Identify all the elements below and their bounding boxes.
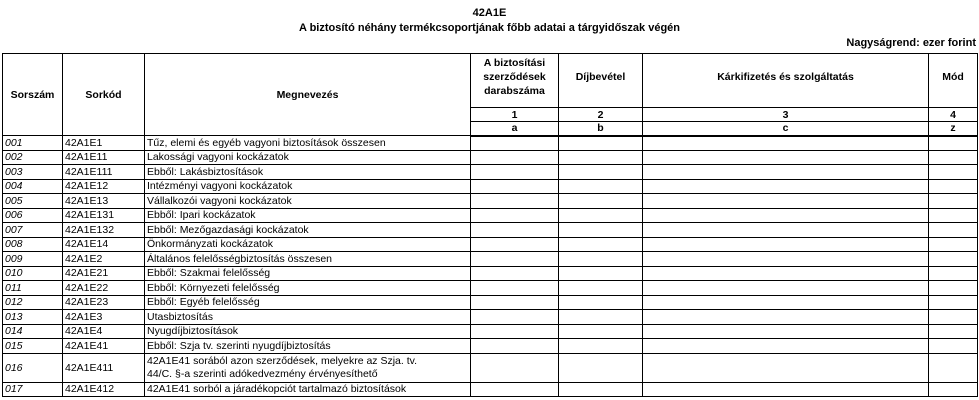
column-letter: a — [471, 122, 559, 136]
contract-count-cell — [471, 208, 559, 223]
row-code: 42A1E131 — [63, 208, 145, 223]
table-row — [3, 179, 978, 194]
row-name: Lakossági vagyoni kockázatok — [145, 150, 471, 165]
table-row — [3, 382, 978, 397]
mode-cell — [929, 266, 978, 281]
column-header-name: Megnevezés — [145, 54, 471, 136]
column-header-row-number: Sorszám — [3, 54, 63, 136]
premium-income-cell — [559, 179, 643, 194]
header-line: szerződések — [483, 71, 546, 83]
row-number: 008 — [3, 237, 63, 252]
premium-income-cell — [559, 310, 643, 325]
table-row — [3, 237, 978, 252]
row-code: 42A1E132 — [63, 223, 145, 238]
table-row — [3, 165, 978, 180]
column-number: 1 — [471, 108, 559, 122]
row-name: Nyugdíjbiztosítások — [145, 324, 471, 339]
row-name — [145, 353, 471, 382]
table-row — [3, 194, 978, 209]
claims-cell — [643, 208, 929, 223]
claims-cell — [643, 281, 929, 296]
form-title: A biztosító néhány termékcsoportjának főbb adatai a tárgyidőszak végén — [298, 22, 681, 34]
row-name: 42A1E41 sorból a járadékopciót tartalmazó biztosítások — [145, 382, 471, 397]
table-row — [3, 266, 978, 281]
mode-cell — [929, 324, 978, 339]
claims-cell — [643, 179, 929, 194]
table-row — [3, 252, 978, 267]
contract-count-cell — [471, 136, 559, 151]
row-code: 42A1E411 — [63, 353, 145, 382]
claims-cell — [643, 353, 929, 382]
row-name: Ebből: Ipari kockázatok — [145, 208, 471, 223]
contract-count-cell — [471, 295, 559, 310]
row-name: Ebből: Mezőgazdasági kockázatok — [145, 223, 471, 238]
mode-cell — [929, 179, 978, 194]
claims-cell — [643, 339, 929, 354]
premium-income-cell — [559, 252, 643, 267]
premium-income-cell — [559, 324, 643, 339]
mode-cell — [929, 223, 978, 238]
premium-income-cell — [559, 339, 643, 354]
mode-cell — [929, 252, 978, 267]
mode-cell — [929, 194, 978, 209]
premium-income-cell — [559, 150, 643, 165]
contract-count-cell — [471, 339, 559, 354]
claims-cell — [643, 150, 929, 165]
claims-cell — [643, 223, 929, 238]
table-row — [3, 353, 978, 382]
row-number: 009 — [3, 252, 63, 267]
premium-income-cell — [559, 223, 643, 238]
claims-cell — [643, 237, 929, 252]
claims-cell — [643, 136, 929, 151]
row-name: Ebből: Szja tv. szerinti nyugdíjbiztosítás — [145, 339, 471, 354]
row-code: 42A1E2 — [63, 252, 145, 267]
contract-count-cell — [471, 310, 559, 325]
row-number: 014 — [3, 324, 63, 339]
row-code: 42A1E3 — [63, 310, 145, 325]
claims-cell — [643, 266, 929, 281]
mode-cell — [929, 165, 978, 180]
contract-count-cell — [471, 324, 559, 339]
row-name-line: 44/C. §-a szerinti adókedvezmény érvényesíthető — [147, 367, 378, 380]
row-number: 005 — [3, 194, 63, 209]
row-name: Tűz, elemi és egyéb vagyoni biztosítások összesen — [145, 136, 471, 151]
premium-income-cell — [559, 237, 643, 252]
row-number: 017 — [3, 382, 63, 397]
row-code: 42A1E1 — [63, 136, 145, 151]
column-number: 3 — [643, 108, 929, 122]
claims-cell — [643, 194, 929, 209]
row-code: 42A1E22 — [63, 281, 145, 296]
row-number: 006 — [3, 208, 63, 223]
column-number: 2 — [559, 108, 643, 122]
row-code: 42A1E14 — [63, 237, 145, 252]
contract-count-cell — [471, 194, 559, 209]
contract-count-cell — [471, 165, 559, 180]
mode-cell — [929, 237, 978, 252]
contract-count-cell — [471, 237, 559, 252]
claims-cell — [643, 165, 929, 180]
row-code: 42A1E41 — [63, 339, 145, 354]
premium-income-cell — [559, 382, 643, 397]
row-number: 003 — [3, 165, 63, 180]
table-row — [3, 310, 978, 325]
column-header-contract-count — [471, 54, 559, 108]
row-name: Ebből: Lakásbiztosítások — [145, 165, 471, 180]
row-code: 42A1E111 — [63, 165, 145, 180]
contract-count-cell — [471, 252, 559, 267]
row-code: 42A1E13 — [63, 194, 145, 209]
row-code: 42A1E12 — [63, 179, 145, 194]
mode-cell — [929, 310, 978, 325]
premium-income-cell — [559, 295, 643, 310]
claims-cell — [643, 310, 929, 325]
premium-income-cell — [559, 353, 643, 382]
table-header-row — [3, 54, 978, 108]
row-name: Vállalkozói vagyoni kockázatok — [145, 194, 471, 209]
unit-of-measure: Nagyságrend: ezer forint — [846, 37, 976, 49]
premium-income-cell — [559, 136, 643, 151]
claims-cell — [643, 252, 929, 267]
mode-cell — [929, 136, 978, 151]
mode-cell — [929, 208, 978, 223]
mode-cell — [929, 353, 978, 382]
header-line: darabszáma — [484, 85, 545, 97]
contract-count-cell — [471, 179, 559, 194]
contract-count-cell — [471, 281, 559, 296]
row-number: 016 — [3, 353, 63, 382]
contract-count-cell — [471, 266, 559, 281]
header-line: A biztosítási — [483, 57, 546, 69]
row-name: Intézményi vagyoni kockázatok — [145, 179, 471, 194]
premium-income-cell — [559, 165, 643, 180]
product-group-table — [2, 53, 978, 397]
claims-cell — [643, 295, 929, 310]
premium-income-cell — [559, 194, 643, 209]
row-code: 42A1E4 — [63, 324, 145, 339]
row-number: 011 — [3, 281, 63, 296]
row-name-line: 42A1E41 sorából azon szerződések, melyekre az Szja. tv. — [147, 354, 418, 367]
column-letter: c — [643, 122, 929, 136]
table-row — [3, 295, 978, 310]
mode-cell — [929, 150, 978, 165]
row-name: Utasbiztosítás — [145, 310, 471, 325]
row-number: 007 — [3, 223, 63, 238]
mode-cell — [929, 339, 978, 354]
premium-income-cell — [559, 281, 643, 296]
table-row — [3, 324, 978, 339]
table-row — [3, 223, 978, 238]
mode-cell — [929, 281, 978, 296]
column-header-row-code: Sorkód — [63, 54, 145, 136]
table-row — [3, 136, 978, 151]
mode-cell — [929, 382, 978, 397]
contract-count-cell — [471, 150, 559, 165]
row-number: 002 — [3, 150, 63, 165]
row-name: Ebből: Szakmai felelősség — [145, 266, 471, 281]
table-row — [3, 150, 978, 165]
row-name: Ebből: Környezeti felelősség — [145, 281, 471, 296]
row-number: 012 — [3, 295, 63, 310]
row-number: 004 — [3, 179, 63, 194]
row-number: 010 — [3, 266, 63, 281]
premium-income-cell — [559, 208, 643, 223]
form-code: 42A1E — [472, 7, 507, 19]
premium-income-cell — [559, 266, 643, 281]
claims-cell — [643, 382, 929, 397]
row-code: 42A1E11 — [63, 150, 145, 165]
column-header-mode: Mód — [929, 54, 978, 108]
contract-count-cell — [471, 353, 559, 382]
row-name: Önkormányzati kockázatok — [145, 237, 471, 252]
row-code: 42A1E21 — [63, 266, 145, 281]
row-code: 42A1E412 — [63, 382, 145, 397]
table-row — [3, 281, 978, 296]
column-letter: z — [929, 122, 978, 136]
row-name: Ebből: Egyéb felelősség — [145, 295, 471, 310]
contract-count-cell — [471, 223, 559, 238]
column-header-premium-income: Díjbevétel — [559, 54, 643, 108]
row-name: Általános felelősségbiztosítás összesen — [145, 252, 471, 267]
column-letter: b — [559, 122, 643, 136]
table-row — [3, 208, 978, 223]
row-number: 001 — [3, 136, 63, 151]
claims-cell — [643, 324, 929, 339]
mode-cell — [929, 295, 978, 310]
row-number: 015 — [3, 339, 63, 354]
table-row — [3, 339, 978, 354]
column-number: 4 — [929, 108, 978, 122]
row-code: 42A1E23 — [63, 295, 145, 310]
contract-count-cell — [471, 382, 559, 397]
row-number: 013 — [3, 310, 63, 325]
column-header-claims-and-benefits: Kárkifizetés és szolgáltatás — [643, 54, 929, 108]
